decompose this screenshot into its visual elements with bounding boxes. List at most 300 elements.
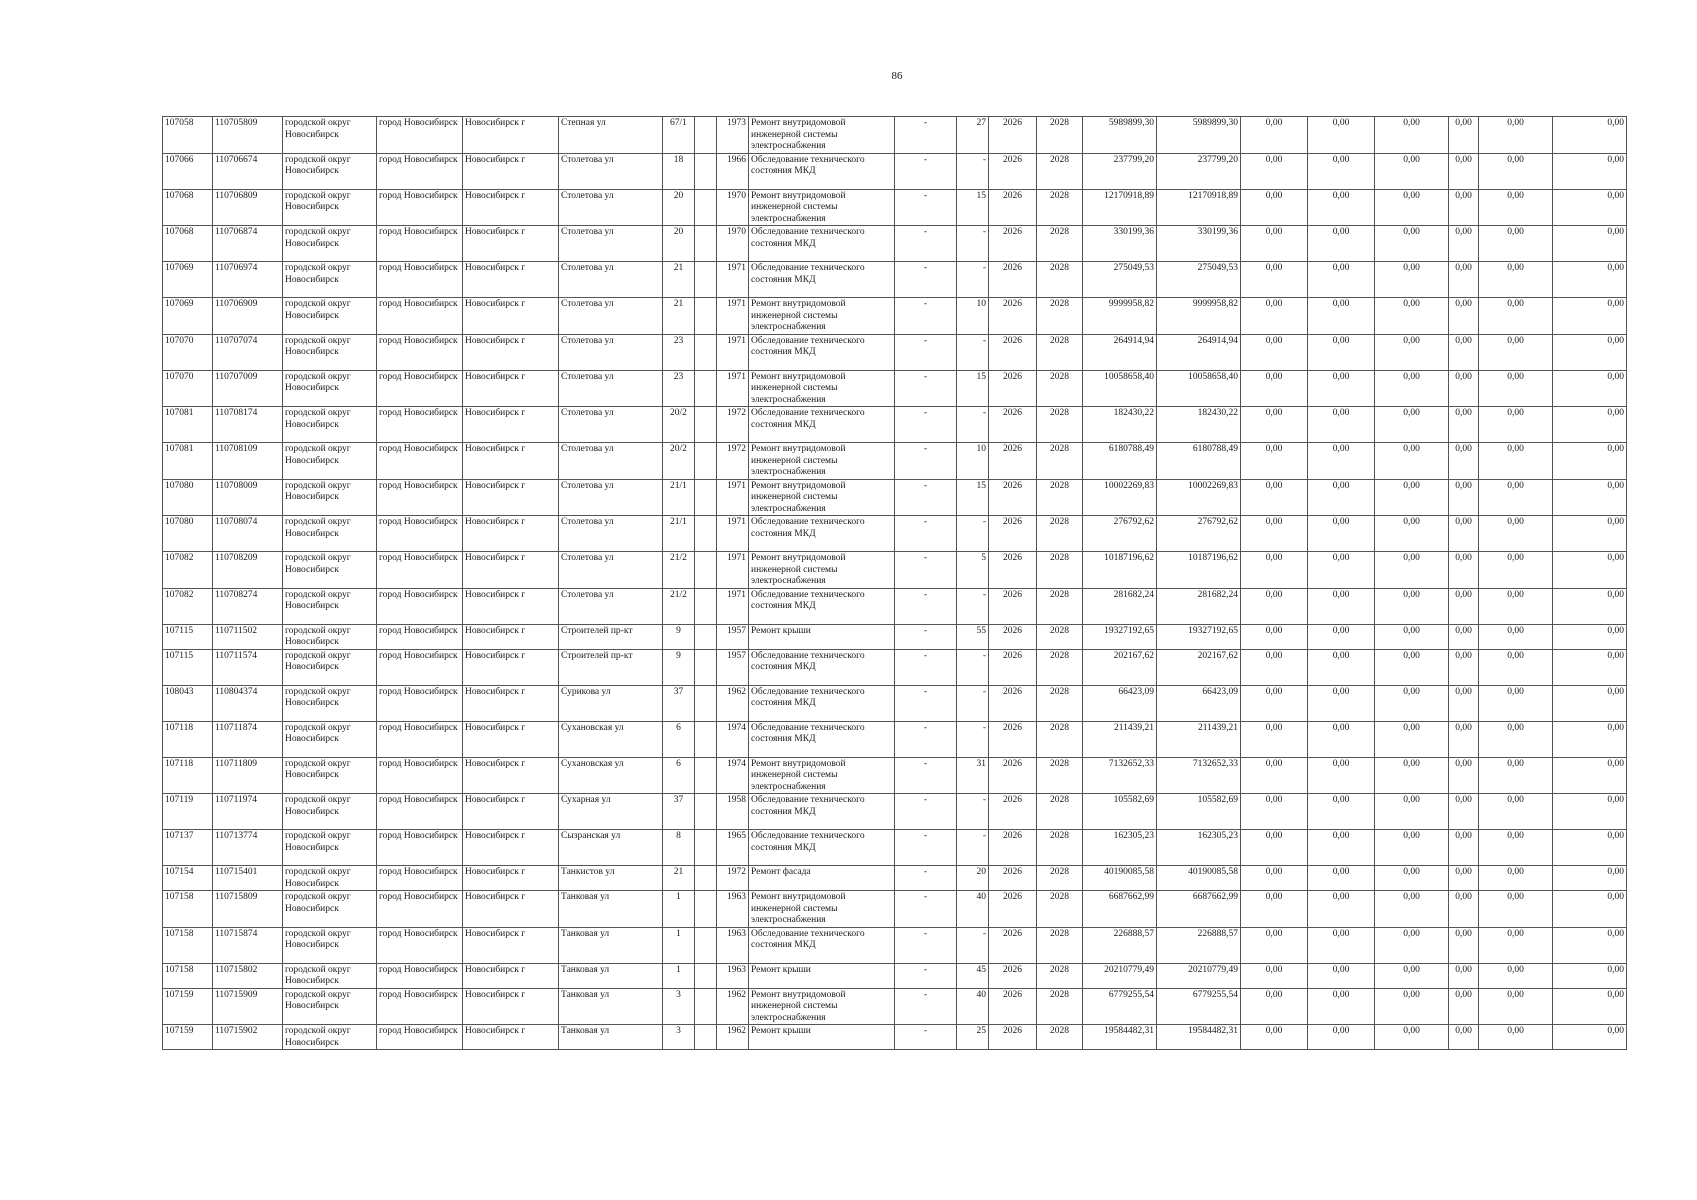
cell-street: Танковая ул bbox=[559, 963, 663, 988]
cell-z4: 0,00 bbox=[1449, 757, 1479, 794]
cell-z1: 0,00 bbox=[1241, 685, 1308, 721]
cell-z5: 0,00 bbox=[1479, 298, 1553, 335]
cell-z1: 0,00 bbox=[1241, 794, 1308, 830]
cell-year: 1963 bbox=[717, 963, 749, 988]
table-row bbox=[163, 1025, 1627, 1050]
cell-a: - bbox=[895, 370, 957, 407]
cell-z6: 0,00 bbox=[1553, 963, 1627, 988]
cell-z1: 0,00 bbox=[1241, 830, 1308, 866]
cell-street: Столетова ул bbox=[559, 334, 663, 370]
cell-start: 2026 bbox=[989, 370, 1037, 407]
cell-a: - bbox=[895, 334, 957, 370]
cell-code: 110713774 bbox=[213, 830, 283, 866]
cell-work: Ремонт фасада bbox=[749, 866, 895, 891]
cell-start: 2026 bbox=[989, 649, 1037, 685]
cell-z2: 0,00 bbox=[1308, 226, 1375, 262]
cell-house: 3 bbox=[663, 988, 695, 1025]
cell-house: 37 bbox=[663, 685, 695, 721]
cell-work: Обследование технического состояния МКД bbox=[749, 794, 895, 830]
cell-code: 110711874 bbox=[213, 721, 283, 757]
cell-a: - bbox=[895, 866, 957, 891]
cell-start: 2026 bbox=[989, 963, 1037, 988]
cell-z6: 0,00 bbox=[1553, 407, 1627, 443]
cell-district: городской округ Новосибирск bbox=[283, 685, 377, 721]
cell-district: городской округ Новосибирск bbox=[283, 479, 377, 516]
cell-z2: 0,00 bbox=[1308, 649, 1375, 685]
cell-funds: 10002269,83 bbox=[1157, 479, 1241, 516]
cell-work: Обследование технического состояния МКД bbox=[749, 830, 895, 866]
cell-empty bbox=[695, 927, 717, 963]
cell-b: - bbox=[957, 588, 989, 624]
cell-b: 15 bbox=[957, 370, 989, 407]
cell-city: Новосибирск г bbox=[463, 226, 559, 262]
cell-z3: 0,00 bbox=[1375, 721, 1449, 757]
cell-city: Новосибирск г bbox=[463, 927, 559, 963]
cell-z5: 0,00 bbox=[1479, 334, 1553, 370]
cell-z1: 0,00 bbox=[1241, 927, 1308, 963]
cell-id: 107158 bbox=[163, 891, 213, 928]
cell-street: Столетова ул bbox=[559, 298, 663, 335]
cell-b: - bbox=[957, 226, 989, 262]
cell-work: Ремонт внутридомовой инженерной системы электроснабжения bbox=[749, 552, 895, 589]
cell-code: 110804374 bbox=[213, 685, 283, 721]
cell-city: Новосибирск г bbox=[463, 1025, 559, 1050]
cell-code: 110708174 bbox=[213, 407, 283, 443]
cell-z1: 0,00 bbox=[1241, 298, 1308, 335]
cell-empty bbox=[695, 588, 717, 624]
cell-year: 1971 bbox=[717, 262, 749, 298]
cell-id: 107068 bbox=[163, 189, 213, 226]
cell-house: 9 bbox=[663, 624, 695, 649]
cell-z2: 0,00 bbox=[1308, 685, 1375, 721]
cell-start: 2026 bbox=[989, 552, 1037, 589]
cell-district: городской округ Новосибирск bbox=[283, 866, 377, 891]
cell-z1: 0,00 bbox=[1241, 721, 1308, 757]
cell-funds: 202167,62 bbox=[1157, 649, 1241, 685]
cell-code: 110705809 bbox=[213, 117, 283, 154]
cell-code: 110715902 bbox=[213, 1025, 283, 1050]
cell-locality: город Новосибирск bbox=[377, 262, 463, 298]
cell-b: - bbox=[957, 262, 989, 298]
cell-empty bbox=[695, 721, 717, 757]
cell-year: 1972 bbox=[717, 443, 749, 480]
cell-funds: 264914,94 bbox=[1157, 334, 1241, 370]
cell-district: городской округ Новосибирск bbox=[283, 334, 377, 370]
cell-empty bbox=[695, 649, 717, 685]
cell-funds: 12170918,89 bbox=[1157, 189, 1241, 226]
cell-z6: 0,00 bbox=[1553, 262, 1627, 298]
cell-district: городской округ Новосибирск bbox=[283, 516, 377, 552]
cell-street: Танковая ул bbox=[559, 927, 663, 963]
cell-z4: 0,00 bbox=[1449, 866, 1479, 891]
cell-z5: 0,00 bbox=[1479, 927, 1553, 963]
cell-z1: 0,00 bbox=[1241, 370, 1308, 407]
cell-end: 2028 bbox=[1037, 649, 1083, 685]
cell-city: Новосибирск г bbox=[463, 117, 559, 154]
cell-end: 2028 bbox=[1037, 479, 1083, 516]
cell-street: Сурикова ул bbox=[559, 685, 663, 721]
cell-district: городской округ Новосибирск bbox=[283, 721, 377, 757]
cell-house: 21/1 bbox=[663, 479, 695, 516]
cell-z1: 0,00 bbox=[1241, 552, 1308, 589]
cell-z4: 0,00 bbox=[1449, 334, 1479, 370]
table-row bbox=[163, 830, 1627, 866]
cell-work: Обследование технического состояния МКД bbox=[749, 516, 895, 552]
cell-z3: 0,00 bbox=[1375, 189, 1449, 226]
cell-start: 2026 bbox=[989, 891, 1037, 928]
cell-work: Ремонт крыши bbox=[749, 624, 895, 649]
cell-z3: 0,00 bbox=[1375, 443, 1449, 480]
cell-total: 211439,21 bbox=[1083, 721, 1157, 757]
cell-total: 66423,09 bbox=[1083, 685, 1157, 721]
cell-z2: 0,00 bbox=[1308, 1025, 1375, 1050]
cell-total: 12170918,89 bbox=[1083, 189, 1157, 226]
cell-a: - bbox=[895, 262, 957, 298]
cell-b: - bbox=[957, 830, 989, 866]
cell-b: 31 bbox=[957, 757, 989, 794]
cell-b: - bbox=[957, 516, 989, 552]
cell-z6: 0,00 bbox=[1553, 117, 1627, 154]
cell-year: 1971 bbox=[717, 334, 749, 370]
cell-locality: город Новосибирск bbox=[377, 721, 463, 757]
cell-z2: 0,00 bbox=[1308, 721, 1375, 757]
cell-z5: 0,00 bbox=[1479, 721, 1553, 757]
cell-locality: город Новосибирск bbox=[377, 153, 463, 189]
cell-street: Столетова ул bbox=[559, 153, 663, 189]
cell-house: 21 bbox=[663, 298, 695, 335]
cell-a: - bbox=[895, 927, 957, 963]
cell-street: Сухарная ул bbox=[559, 794, 663, 830]
cell-z4: 0,00 bbox=[1449, 552, 1479, 589]
cell-empty bbox=[695, 516, 717, 552]
cell-z6: 0,00 bbox=[1553, 830, 1627, 866]
cell-b: - bbox=[957, 407, 989, 443]
table-row bbox=[163, 685, 1627, 721]
cell-work: Ремонт внутридомовой инженерной системы электроснабжения bbox=[749, 117, 895, 154]
cell-street: Строителей пр-кт bbox=[559, 624, 663, 649]
cell-year: 1970 bbox=[717, 189, 749, 226]
cell-z5: 0,00 bbox=[1479, 891, 1553, 928]
cell-work: Обследование технического состояния МКД bbox=[749, 226, 895, 262]
cell-work: Обследование технического состояния МКД bbox=[749, 721, 895, 757]
cell-z6: 0,00 bbox=[1553, 479, 1627, 516]
cell-funds: 7132652,33 bbox=[1157, 757, 1241, 794]
cell-z5: 0,00 bbox=[1479, 624, 1553, 649]
cell-z2: 0,00 bbox=[1308, 153, 1375, 189]
table-row bbox=[163, 262, 1627, 298]
cell-a: - bbox=[895, 649, 957, 685]
cell-z5: 0,00 bbox=[1479, 370, 1553, 407]
cell-code: 110708274 bbox=[213, 588, 283, 624]
cell-district: городской округ Новосибирск bbox=[283, 189, 377, 226]
table-row bbox=[163, 370, 1627, 407]
cell-city: Новосибирск г bbox=[463, 588, 559, 624]
cell-district: городской округ Новосибирск bbox=[283, 588, 377, 624]
cell-a: - bbox=[895, 891, 957, 928]
cell-b: - bbox=[957, 721, 989, 757]
cell-z3: 0,00 bbox=[1375, 262, 1449, 298]
cell-a: - bbox=[895, 153, 957, 189]
cell-city: Новосибирск г bbox=[463, 988, 559, 1025]
cell-a: - bbox=[895, 1025, 957, 1050]
cell-z2: 0,00 bbox=[1308, 370, 1375, 407]
cell-street: Столетова ул bbox=[559, 407, 663, 443]
cell-a: - bbox=[895, 117, 957, 154]
cell-z6: 0,00 bbox=[1553, 649, 1627, 685]
cell-district: городской округ Новосибирск bbox=[283, 891, 377, 928]
cell-funds: 6779255,54 bbox=[1157, 988, 1241, 1025]
cell-empty bbox=[695, 262, 717, 298]
cell-locality: город Новосибирск bbox=[377, 794, 463, 830]
cell-district: городской округ Новосибирск bbox=[283, 757, 377, 794]
cell-b: 15 bbox=[957, 479, 989, 516]
cell-z4: 0,00 bbox=[1449, 685, 1479, 721]
cell-city: Новосибирск г bbox=[463, 830, 559, 866]
cell-empty bbox=[695, 891, 717, 928]
cell-end: 2028 bbox=[1037, 189, 1083, 226]
cell-z5: 0,00 bbox=[1479, 649, 1553, 685]
cell-house: 3 bbox=[663, 1025, 695, 1050]
cell-z3: 0,00 bbox=[1375, 479, 1449, 516]
cell-district: городской округ Новосибирск bbox=[283, 963, 377, 988]
cell-locality: город Новосибирск bbox=[377, 685, 463, 721]
cell-end: 2028 bbox=[1037, 226, 1083, 262]
cell-z2: 0,00 bbox=[1308, 479, 1375, 516]
cell-funds: 6687662,99 bbox=[1157, 891, 1241, 928]
table-row bbox=[163, 963, 1627, 988]
table-row bbox=[163, 866, 1627, 891]
cell-district: городской округ Новосибирск bbox=[283, 298, 377, 335]
cell-z3: 0,00 bbox=[1375, 757, 1449, 794]
cell-z6: 0,00 bbox=[1553, 334, 1627, 370]
cell-code: 110715802 bbox=[213, 963, 283, 988]
cell-start: 2026 bbox=[989, 443, 1037, 480]
cell-start: 2026 bbox=[989, 117, 1037, 154]
cell-empty bbox=[695, 479, 717, 516]
cell-id: 107068 bbox=[163, 226, 213, 262]
cell-z4: 0,00 bbox=[1449, 479, 1479, 516]
cell-city: Новосибирск г bbox=[463, 649, 559, 685]
cell-total: 182430,22 bbox=[1083, 407, 1157, 443]
cell-end: 2028 bbox=[1037, 624, 1083, 649]
cell-z1: 0,00 bbox=[1241, 588, 1308, 624]
cell-end: 2028 bbox=[1037, 685, 1083, 721]
cell-code: 110706909 bbox=[213, 298, 283, 335]
cell-z2: 0,00 bbox=[1308, 552, 1375, 589]
cell-funds: 9999958,82 bbox=[1157, 298, 1241, 335]
cell-id: 107154 bbox=[163, 866, 213, 891]
cell-work: Ремонт крыши bbox=[749, 1025, 895, 1050]
cell-end: 2028 bbox=[1037, 757, 1083, 794]
cell-district: городской округ Новосибирск bbox=[283, 552, 377, 589]
cell-z3: 0,00 bbox=[1375, 963, 1449, 988]
cell-z3: 0,00 bbox=[1375, 334, 1449, 370]
cell-start: 2026 bbox=[989, 721, 1037, 757]
table-row bbox=[163, 153, 1627, 189]
cell-id: 107137 bbox=[163, 830, 213, 866]
cell-id: 107066 bbox=[163, 153, 213, 189]
cell-year: 1963 bbox=[717, 927, 749, 963]
cell-id: 107115 bbox=[163, 649, 213, 685]
cell-z2: 0,00 bbox=[1308, 866, 1375, 891]
cell-z2: 0,00 bbox=[1308, 262, 1375, 298]
cell-year: 1971 bbox=[717, 516, 749, 552]
cell-city: Новосибирск г bbox=[463, 334, 559, 370]
table-row bbox=[163, 516, 1627, 552]
cell-id: 107070 bbox=[163, 334, 213, 370]
cell-b: 45 bbox=[957, 963, 989, 988]
cell-city: Новосибирск г bbox=[463, 685, 559, 721]
cell-id: 107115 bbox=[163, 624, 213, 649]
cell-work: Ремонт внутридомовой инженерной системы электроснабжения bbox=[749, 298, 895, 335]
cell-locality: город Новосибирск bbox=[377, 117, 463, 154]
cell-locality: город Новосибирск bbox=[377, 624, 463, 649]
cell-id: 107158 bbox=[163, 927, 213, 963]
cell-street: Столетова ул bbox=[559, 479, 663, 516]
cell-code: 110708209 bbox=[213, 552, 283, 589]
cell-total: 281682,24 bbox=[1083, 588, 1157, 624]
cell-start: 2026 bbox=[989, 516, 1037, 552]
cell-street: Сухановская ул bbox=[559, 721, 663, 757]
cell-year: 1957 bbox=[717, 649, 749, 685]
cell-z4: 0,00 bbox=[1449, 988, 1479, 1025]
cell-house: 37 bbox=[663, 794, 695, 830]
cell-district: городской округ Новосибирск bbox=[283, 370, 377, 407]
cell-z3: 0,00 bbox=[1375, 988, 1449, 1025]
cell-house: 6 bbox=[663, 757, 695, 794]
cell-district: городской округ Новосибирск bbox=[283, 117, 377, 154]
cell-total: 237799,20 bbox=[1083, 153, 1157, 189]
cell-z4: 0,00 bbox=[1449, 516, 1479, 552]
cell-z6: 0,00 bbox=[1553, 891, 1627, 928]
cell-end: 2028 bbox=[1037, 298, 1083, 335]
cell-a: - bbox=[895, 988, 957, 1025]
cell-district: городской округ Новосибирск bbox=[283, 830, 377, 866]
cell-empty bbox=[695, 370, 717, 407]
cell-z4: 0,00 bbox=[1449, 588, 1479, 624]
cell-empty bbox=[695, 794, 717, 830]
cell-z1: 0,00 bbox=[1241, 866, 1308, 891]
cell-street: Танкистов ул bbox=[559, 866, 663, 891]
cell-total: 19327192,65 bbox=[1083, 624, 1157, 649]
table-row bbox=[163, 552, 1627, 589]
cell-z3: 0,00 bbox=[1375, 685, 1449, 721]
cell-end: 2028 bbox=[1037, 830, 1083, 866]
cell-a: - bbox=[895, 298, 957, 335]
cell-z4: 0,00 bbox=[1449, 117, 1479, 154]
cell-work: Ремонт крыши bbox=[749, 963, 895, 988]
cell-district: городской округ Новосибирск bbox=[283, 226, 377, 262]
cell-district: городской округ Новосибирск bbox=[283, 153, 377, 189]
cell-z1: 0,00 bbox=[1241, 117, 1308, 154]
cell-z3: 0,00 bbox=[1375, 226, 1449, 262]
cell-district: городской округ Новосибирск bbox=[283, 794, 377, 830]
cell-z3: 0,00 bbox=[1375, 830, 1449, 866]
cell-z5: 0,00 bbox=[1479, 685, 1553, 721]
cell-city: Новосибирск г bbox=[463, 189, 559, 226]
cell-work: Обследование технического состояния МКД bbox=[749, 649, 895, 685]
cell-z2: 0,00 bbox=[1308, 298, 1375, 335]
cell-z6: 0,00 bbox=[1553, 685, 1627, 721]
cell-start: 2026 bbox=[989, 794, 1037, 830]
cell-street: Столетова ул bbox=[559, 370, 663, 407]
cell-a: - bbox=[895, 479, 957, 516]
cell-house: 21/2 bbox=[663, 552, 695, 589]
cell-empty bbox=[695, 443, 717, 480]
cell-z6: 0,00 bbox=[1553, 189, 1627, 226]
cell-code: 110708009 bbox=[213, 479, 283, 516]
cell-house: 1 bbox=[663, 891, 695, 928]
table-row bbox=[163, 226, 1627, 262]
cell-z2: 0,00 bbox=[1308, 988, 1375, 1025]
cell-z3: 0,00 bbox=[1375, 407, 1449, 443]
cell-district: городской округ Новосибирск bbox=[283, 443, 377, 480]
cell-work: Обследование технического состояния МКД bbox=[749, 334, 895, 370]
cell-a: - bbox=[895, 443, 957, 480]
cell-start: 2026 bbox=[989, 334, 1037, 370]
cell-year: 1957 bbox=[717, 624, 749, 649]
cell-z1: 0,00 bbox=[1241, 226, 1308, 262]
cell-z4: 0,00 bbox=[1449, 407, 1479, 443]
cell-z6: 0,00 bbox=[1553, 443, 1627, 480]
cell-empty bbox=[695, 226, 717, 262]
cell-locality: город Новосибирск bbox=[377, 757, 463, 794]
cell-funds: 105582,69 bbox=[1157, 794, 1241, 830]
cell-z4: 0,00 bbox=[1449, 370, 1479, 407]
cell-z2: 0,00 bbox=[1308, 407, 1375, 443]
cell-total: 7132652,33 bbox=[1083, 757, 1157, 794]
cell-start: 2026 bbox=[989, 685, 1037, 721]
table-row bbox=[163, 624, 1627, 649]
cell-street: Танковая ул bbox=[559, 988, 663, 1025]
cell-funds: 66423,09 bbox=[1157, 685, 1241, 721]
cell-start: 2026 bbox=[989, 479, 1037, 516]
cell-b: - bbox=[957, 334, 989, 370]
table-row bbox=[163, 407, 1627, 443]
cell-b: 40 bbox=[957, 988, 989, 1025]
cell-start: 2026 bbox=[989, 189, 1037, 226]
cell-city: Новосибирск г bbox=[463, 370, 559, 407]
cell-city: Новосибирск г bbox=[463, 794, 559, 830]
cell-z5: 0,00 bbox=[1479, 226, 1553, 262]
cell-id: 107119 bbox=[163, 794, 213, 830]
cell-z3: 0,00 bbox=[1375, 117, 1449, 154]
cell-z1: 0,00 bbox=[1241, 262, 1308, 298]
cell-id: 107081 bbox=[163, 407, 213, 443]
cell-start: 2026 bbox=[989, 988, 1037, 1025]
cell-total: 6779255,54 bbox=[1083, 988, 1157, 1025]
cell-locality: город Новосибирск bbox=[377, 334, 463, 370]
cell-z2: 0,00 bbox=[1308, 189, 1375, 226]
cell-b: 40 bbox=[957, 891, 989, 928]
cell-total: 10002269,83 bbox=[1083, 479, 1157, 516]
cell-z2: 0,00 bbox=[1308, 757, 1375, 794]
cell-empty bbox=[695, 1025, 717, 1050]
cell-house: 20/2 bbox=[663, 407, 695, 443]
cell-start: 2026 bbox=[989, 624, 1037, 649]
cell-z5: 0,00 bbox=[1479, 963, 1553, 988]
cell-total: 19584482,31 bbox=[1083, 1025, 1157, 1050]
cell-id: 107080 bbox=[163, 516, 213, 552]
cell-city: Новосибирск г bbox=[463, 298, 559, 335]
cell-z2: 0,00 bbox=[1308, 891, 1375, 928]
cell-z1: 0,00 bbox=[1241, 757, 1308, 794]
cell-b: - bbox=[957, 794, 989, 830]
cell-end: 2028 bbox=[1037, 153, 1083, 189]
cell-year: 1971 bbox=[717, 588, 749, 624]
table-row bbox=[163, 988, 1627, 1025]
cell-z2: 0,00 bbox=[1308, 443, 1375, 480]
